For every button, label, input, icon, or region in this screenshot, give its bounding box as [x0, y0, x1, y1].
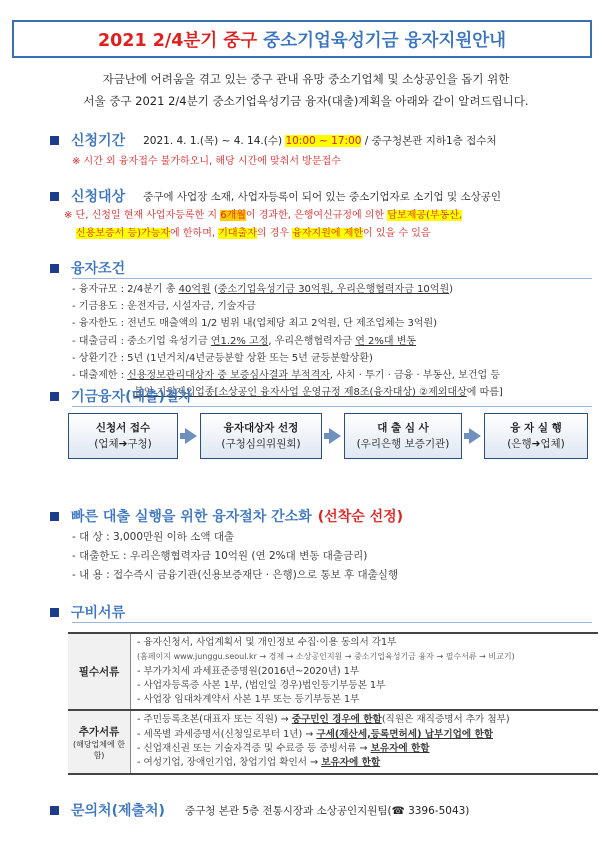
apply-period-note: ※ 시간 외 융자접수 불가하오니, 해당 시간에 맞춰서 방문접수	[72, 156, 341, 167]
section-fast-track	[50, 506, 403, 526]
procedure-step-3: 대 출 심 사 (우리은행 보증기관)	[344, 413, 462, 459]
section-bullet-icon	[50, 608, 59, 617]
section-heading: 신청대상	[71, 189, 126, 205]
required-docs-label: 필수서류	[68, 633, 131, 710]
required-docs-list: - 융자신청서, 사업계획서 및 개인정보 수집·이용 동의서 각1부 (홈페이지 www.junggu.seoul.kr → 경제 → 소상공인지원 → 중소기업육성기금 융자 → 필수서류 → 비교기) - 부가가치세 과세표준증명원(2016년~2020년) 1부 - 사업자등록증 사본 1부, (법인일 경우)법인등기부등본 1부 - 사업장 임대차계약서 사본 1부 또는 등기부등본 1부	[131, 633, 599, 710]
section-heading: 구비서류	[71, 605, 126, 621]
contact-text: 중구청 본관 5층 전통시장과 소상공인지원팀(☎ 3396-5043)	[184, 804, 470, 817]
intro-line-1: 자금난에 어려움을 겪고 있는 중구 관내 유망 중소기업체 및 소상공인을 돕기 위한	[102, 72, 510, 86]
list-item: - 대출제한 : 신용정보관리대상자 중 보증심사결과 부적격자, 사치 · 투기 · 금융 · 부동산, 보건업 등	[72, 370, 500, 382]
section-bullet-icon	[50, 192, 59, 201]
section-procedure	[50, 386, 192, 406]
arrow-right-icon	[185, 428, 197, 444]
section-heading: 신청기간	[71, 133, 126, 149]
divider	[72, 622, 592, 623]
arrow-right-icon	[469, 428, 481, 444]
section-contact	[50, 800, 469, 820]
list-item: - 융자규모 : 2/4분기 총 40억원 (중소기업육성기금 30억원, 우리은행협력자금 10억원)	[72, 284, 454, 295]
list-item: - 기금용도 : 운전자금, 시설자금, 기술자금	[72, 301, 256, 313]
fast-track-badge: (선착순 선정)	[317, 509, 404, 525]
section-documents	[50, 602, 125, 622]
section-bullet-icon	[50, 806, 59, 815]
apply-target-desc: 중구에 사업장 소재, 사업자등록이 되어 있는 중소기업자로 소기업 및 소상공인	[143, 190, 502, 203]
intro-text	[28, 68, 584, 112]
loan-terms-list	[72, 281, 596, 401]
table-row	[68, 633, 598, 710]
extra-docs-label: 추가서류 (해당업체에 한함)	[68, 710, 131, 773]
procedure-step-4: 융 자 실 행 (은행➔업체)	[484, 413, 588, 459]
section-bullet-icon	[50, 136, 59, 145]
section-heading: 빠른 대출 실행을 위한 융자절차 간소화	[71, 509, 312, 525]
page-title	[12, 20, 592, 58]
fast-track-list	[72, 528, 596, 585]
apply-place: / 중구청본관 지하1층 접수처	[364, 134, 497, 147]
table-row	[68, 710, 598, 773]
section-heading: 문의처(제출처)	[71, 803, 165, 819]
procedure-step-1: 신청서 접수 (업체➔구청)	[68, 413, 178, 459]
list-item: - 대 상 : 3,000만원 이하 소액 대출	[72, 531, 235, 543]
apply-dates: 2021. 4. 1.(목) ~ 4. 14.(수)	[143, 134, 283, 147]
apply-target-note: ※ 단, 신청일 현재 사업자등록한 지 6개월이 경과한, 은행여신규정에 의한 담보제공(부동산, 신용보증서 등)가능자에 한하며, 기대출자의 경우 융자지원에 제한이 있을 수 있음	[64, 210, 463, 239]
procedure-step-2: 융자대상자 선정 (구청심의위원회)	[200, 413, 322, 459]
procedure-flow	[0, 413, 608, 463]
section-loan-terms	[50, 258, 125, 278]
documents-table	[68, 632, 598, 775]
title-part-2: 중소기업육성기금 융자지원안내	[263, 30, 507, 51]
apply-hours: 10:00 ~ 17:00	[285, 134, 362, 147]
section-bullet-icon	[50, 392, 59, 401]
extra-docs-list: - 주민등록초본(대표자 또는 직원) → 중구민인 경우에 한함(직원은 재직증명서 추가 첨부) - 세목별 과세증명서(신청일로부터 1년) → 구세(재산세,등록면허세) 납부기업에 한함 - 신업재신권 또는 기술자격증 및 수료증 등 증빙서류 → 보유자에 한함 - 여성기업, 장애인기업, 창업기업 확인서 → 보유자에 한함	[131, 710, 599, 773]
arrow-right-icon	[329, 428, 341, 444]
section-apply-period	[50, 130, 497, 150]
list-item: - 내 용 : 접수즉시 금융기관(신용보증재단 · 은행)으로 통보 후 대출실행	[72, 569, 399, 581]
list-item: 붙임 지원제외업종[소상공인 융자사업 운영규정 제8조(융자대상) ②제외대상에 따름]	[134, 387, 503, 399]
intro-line-2: 서울 중구 2021 2/4분기 중소기업육성기금 융자(대출)계획을 아래와 같이 알려드립니다.	[83, 94, 529, 108]
list-item: - 대출한도 : 우리은행협력자금 10억원 (연 2%대 변동 대출금리)	[72, 550, 368, 562]
section-apply-target	[50, 186, 501, 206]
divider	[72, 406, 592, 407]
section-heading: 융자조건	[71, 261, 126, 277]
divider	[72, 278, 592, 279]
title-part-1: 2021 2/4분기 중구	[97, 30, 258, 51]
list-item: - 대출금리 : 중소기업 육성기금 연1.2% 고정, 우리은행협력자금 연 2%대 변동	[72, 335, 417, 347]
section-bullet-icon	[50, 264, 59, 273]
section-bullet-icon	[50, 512, 59, 521]
section-heading: 기금융자(대출)절차	[71, 389, 192, 405]
list-item: - 융자한도 : 전년도 매출액의 1/2 범위 내(업체당 최고 2억원, 단 제조업체는 3억원)	[72, 318, 438, 330]
list-item: - 상환기간 : 5년 (1년거치/4년균등분할 상환 또는 5년 균등분할상환)	[72, 352, 373, 364]
